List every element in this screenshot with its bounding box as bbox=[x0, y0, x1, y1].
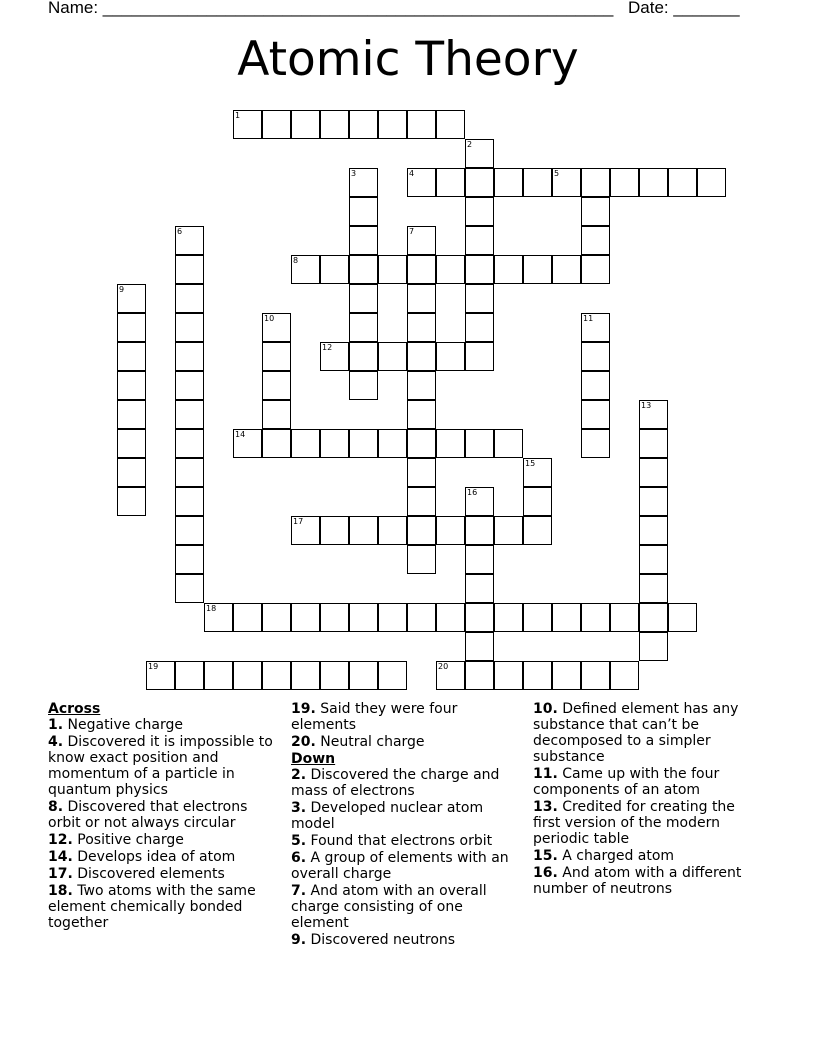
crossword-cell[interactable] bbox=[610, 603, 639, 632]
clues-column-3 bbox=[533, 701, 765, 898]
across-clue-list bbox=[48, 717, 280, 931]
crossword-cell[interactable] bbox=[581, 371, 610, 400]
clue-text: Credited for creating the first version of the modern periodic table bbox=[533, 799, 735, 847]
crossword-cell[interactable] bbox=[291, 255, 320, 284]
crossword-cell[interactable] bbox=[639, 603, 668, 632]
crossword-cell[interactable] bbox=[146, 661, 175, 690]
crossword-cell[interactable] bbox=[175, 661, 204, 690]
crossword-cell[interactable] bbox=[639, 574, 668, 603]
clue-item bbox=[291, 850, 523, 882]
clue-number: 20 bbox=[438, 662, 449, 671]
crossword-cell[interactable] bbox=[175, 371, 204, 400]
down-clue-list-continued bbox=[533, 701, 765, 897]
crossword-cell[interactable] bbox=[581, 661, 610, 690]
clue-number: 11 bbox=[583, 314, 594, 323]
crossword-cell[interactable] bbox=[523, 458, 552, 487]
clue-item bbox=[533, 865, 765, 897]
crossword-cell[interactable] bbox=[175, 487, 204, 516]
crossword-cell[interactable] bbox=[349, 197, 378, 226]
crossword-cell[interactable] bbox=[320, 342, 349, 371]
down-heading: Down bbox=[291, 751, 336, 767]
clue-number-label: 14. bbox=[48, 849, 73, 865]
crossword-cell[interactable] bbox=[436, 110, 465, 139]
crossword-cell[interactable] bbox=[436, 661, 465, 690]
crossword-cell[interactable] bbox=[378, 110, 407, 139]
clue-item bbox=[291, 883, 523, 931]
page-title: Atomic Theory bbox=[237, 32, 579, 87]
crossword-cell[interactable] bbox=[117, 284, 146, 313]
crossword-cell[interactable] bbox=[494, 255, 523, 284]
clue-number: 18 bbox=[206, 604, 217, 613]
crossword-cell[interactable] bbox=[233, 661, 262, 690]
crossword-cell[interactable] bbox=[407, 545, 436, 574]
clue-item bbox=[533, 701, 765, 765]
crossword-cell[interactable] bbox=[320, 429, 349, 458]
crossword-cell[interactable] bbox=[639, 458, 668, 487]
clue-text: Positive charge bbox=[72, 832, 184, 848]
crossword-cell[interactable] bbox=[349, 429, 378, 458]
clue-number: 16 bbox=[467, 488, 478, 497]
clue-text: Develops idea of atom bbox=[72, 849, 236, 865]
crossword-cell[interactable] bbox=[204, 603, 233, 632]
crossword-cell[interactable] bbox=[668, 603, 697, 632]
clue-item bbox=[48, 866, 280, 882]
clues-column-1 bbox=[48, 701, 280, 932]
clue-text: Came up with the four components of an atom bbox=[533, 766, 720, 798]
crossword-cell[interactable] bbox=[639, 632, 668, 661]
crossword-cell[interactable] bbox=[117, 313, 146, 342]
crossword-cell[interactable] bbox=[262, 371, 291, 400]
across-heading: Across bbox=[48, 701, 101, 717]
crossword-cell[interactable] bbox=[697, 168, 726, 197]
crossword-cell[interactable] bbox=[349, 661, 378, 690]
crossword-cell[interactable] bbox=[175, 226, 204, 255]
clue-item bbox=[291, 734, 523, 750]
crossword-cell[interactable] bbox=[407, 168, 436, 197]
date-field[interactable]: Date: _______ bbox=[628, 0, 740, 17]
crossword-cell[interactable] bbox=[349, 168, 378, 197]
crossword-cell[interactable] bbox=[465, 197, 494, 226]
crossword-cell[interactable] bbox=[465, 603, 494, 632]
crossword-cell[interactable] bbox=[465, 661, 494, 690]
crossword-cell[interactable] bbox=[291, 429, 320, 458]
crossword-cell[interactable] bbox=[610, 661, 639, 690]
crossword-cell[interactable] bbox=[465, 313, 494, 342]
clue-text: And atom with a different number of neutrons bbox=[533, 865, 742, 897]
crossword-cell[interactable] bbox=[407, 226, 436, 255]
clue-number: 3 bbox=[351, 169, 357, 178]
crossword-cell[interactable] bbox=[436, 168, 465, 197]
clue-text: Neutral charge bbox=[315, 734, 425, 750]
crossword-cell[interactable] bbox=[523, 516, 552, 545]
clue-number-label: 7. bbox=[291, 883, 307, 899]
clue-number: 12 bbox=[322, 343, 333, 352]
clue-number: 1 bbox=[235, 111, 241, 120]
crossword-cell[interactable] bbox=[581, 197, 610, 226]
crossword-cell[interactable] bbox=[523, 487, 552, 516]
clue-number-label: 6. bbox=[291, 850, 307, 866]
crossword-cell[interactable] bbox=[349, 603, 378, 632]
crossword-cell[interactable] bbox=[494, 661, 523, 690]
clue-number: 15 bbox=[525, 459, 536, 468]
crossword-cell[interactable] bbox=[233, 603, 262, 632]
clue-text: A group of elements with an overall charge bbox=[291, 850, 509, 882]
clue-number-label: 16. bbox=[533, 865, 558, 881]
crossword-cell[interactable] bbox=[581, 603, 610, 632]
clue-number: 4 bbox=[409, 169, 415, 178]
clue-item bbox=[48, 849, 280, 865]
crossword-cell[interactable] bbox=[233, 110, 262, 139]
crossword-cell[interactable] bbox=[175, 458, 204, 487]
crossword-cell[interactable] bbox=[407, 603, 436, 632]
clue-number-label: 4. bbox=[48, 734, 64, 750]
crossword-cell[interactable] bbox=[349, 313, 378, 342]
crossword-cell[interactable] bbox=[523, 603, 552, 632]
clue-number: 5 bbox=[554, 169, 560, 178]
crossword-cell[interactable] bbox=[349, 342, 378, 371]
crossword-cell[interactable] bbox=[407, 284, 436, 313]
crossword-cell[interactable] bbox=[175, 400, 204, 429]
clue-item bbox=[291, 833, 523, 849]
crossword-cell[interactable] bbox=[407, 313, 436, 342]
crossword-cell[interactable] bbox=[494, 429, 523, 458]
clue-text: Discovered it is impossible to know exact position and momentum of a particle in quantum physics bbox=[48, 734, 273, 798]
crossword-cell[interactable] bbox=[465, 226, 494, 255]
crossword-cell[interactable] bbox=[581, 313, 610, 342]
crossword-cell[interactable] bbox=[465, 574, 494, 603]
crossword-cell[interactable] bbox=[175, 545, 204, 574]
crossword-cell[interactable] bbox=[407, 371, 436, 400]
clues-column-2 bbox=[291, 701, 523, 949]
clue-number: 8 bbox=[293, 256, 299, 265]
crossword-cell[interactable] bbox=[117, 342, 146, 371]
crossword-cell[interactable] bbox=[262, 429, 291, 458]
clue-item bbox=[48, 883, 280, 931]
crossword-cell[interactable] bbox=[175, 313, 204, 342]
clue-number-label: 11. bbox=[533, 766, 558, 782]
clue-number: 10 bbox=[264, 314, 275, 323]
crossword-cell[interactable] bbox=[465, 516, 494, 545]
crossword-cell[interactable] bbox=[262, 110, 291, 139]
crossword-cell[interactable] bbox=[204, 661, 233, 690]
clue-number: 14 bbox=[235, 430, 246, 439]
crossword-cell[interactable] bbox=[436, 603, 465, 632]
crossword-cell[interactable] bbox=[407, 110, 436, 139]
clue-number-label: 3. bbox=[291, 800, 307, 816]
clue-number: 2 bbox=[467, 140, 473, 149]
clue-item bbox=[48, 799, 280, 831]
crossword-cell[interactable] bbox=[233, 429, 262, 458]
crossword-cell[interactable] bbox=[494, 168, 523, 197]
crossword-cell[interactable] bbox=[291, 516, 320, 545]
clue-number: 7 bbox=[409, 227, 415, 236]
crossword-cell[interactable] bbox=[349, 110, 378, 139]
clue-number-label: 17. bbox=[48, 866, 73, 882]
crossword-cell[interactable] bbox=[552, 661, 581, 690]
clue-number: 6 bbox=[177, 227, 183, 236]
crossword-cell[interactable] bbox=[407, 342, 436, 371]
crossword-cell[interactable] bbox=[552, 603, 581, 632]
crossword-cell[interactable] bbox=[378, 255, 407, 284]
clue-item bbox=[48, 734, 280, 798]
crossword-cell[interactable] bbox=[436, 342, 465, 371]
crossword-cell[interactable] bbox=[378, 603, 407, 632]
crossword-cell[interactable] bbox=[436, 429, 465, 458]
clue-item bbox=[48, 832, 280, 848]
crossword-cell[interactable] bbox=[639, 545, 668, 574]
clue-number-label: 18. bbox=[48, 883, 73, 899]
crossword-cell[interactable] bbox=[465, 255, 494, 284]
crossword-cell[interactable] bbox=[668, 168, 697, 197]
clue-number-label: 5. bbox=[291, 833, 307, 849]
crossword-cell[interactable] bbox=[349, 255, 378, 284]
crossword-cell[interactable] bbox=[262, 400, 291, 429]
crossword-cell[interactable] bbox=[581, 342, 610, 371]
clue-text: Found that electrons orbit bbox=[306, 833, 493, 849]
crossword-cell[interactable] bbox=[378, 661, 407, 690]
crossword-cell[interactable] bbox=[494, 516, 523, 545]
crossword-cell[interactable] bbox=[581, 429, 610, 458]
crossword-cell[interactable] bbox=[465, 545, 494, 574]
clue-text: Negative charge bbox=[63, 717, 183, 733]
clue-number: 9 bbox=[119, 285, 125, 294]
crossword-cell[interactable] bbox=[117, 429, 146, 458]
clue-text: Defined element has any substance that can’t be decomposed to a simpler substance bbox=[533, 701, 739, 765]
crossword-cell[interactable] bbox=[349, 371, 378, 400]
crossword-cell[interactable] bbox=[523, 255, 552, 284]
clue-item bbox=[291, 932, 523, 948]
crossword-cell[interactable] bbox=[407, 255, 436, 284]
clue-text: Discovered elements bbox=[72, 866, 225, 882]
clue-item bbox=[48, 717, 280, 733]
crossword-cell[interactable] bbox=[581, 255, 610, 284]
clue-number-label: 10. bbox=[533, 701, 558, 717]
across-clue-list-continued bbox=[291, 701, 523, 750]
crossword-cell[interactable] bbox=[349, 226, 378, 255]
clue-text: Developed nuclear atom model bbox=[291, 800, 484, 832]
crossword-cell[interactable] bbox=[465, 429, 494, 458]
crossword-cell[interactable] bbox=[407, 516, 436, 545]
crossword-cell[interactable] bbox=[465, 487, 494, 516]
clue-number-label: 20. bbox=[291, 734, 316, 750]
crossword-cell[interactable] bbox=[175, 516, 204, 545]
clue-text: Discovered neutrons bbox=[306, 932, 456, 948]
crossword-cell[interactable] bbox=[320, 110, 349, 139]
crossword-cell[interactable] bbox=[639, 168, 668, 197]
clue-item bbox=[291, 767, 523, 799]
crossword-cell[interactable] bbox=[117, 487, 146, 516]
crossword-cell[interactable] bbox=[465, 632, 494, 661]
crossword-cell[interactable] bbox=[407, 458, 436, 487]
crossword-cell[interactable] bbox=[117, 371, 146, 400]
crossword-cell[interactable] bbox=[436, 255, 465, 284]
clue-text: And atom with an overall charge consisting of one element bbox=[291, 883, 487, 931]
down-clue-list bbox=[291, 767, 523, 948]
crossword-cell[interactable] bbox=[436, 516, 465, 545]
crossword-cell[interactable] bbox=[523, 168, 552, 197]
crossword-cell[interactable] bbox=[349, 284, 378, 313]
crossword-cell[interactable] bbox=[175, 255, 204, 284]
clue-text: Discovered that electrons orbit or not always circular bbox=[48, 799, 248, 831]
clue-number: 17 bbox=[293, 517, 304, 526]
clue-number: 13 bbox=[641, 401, 652, 410]
crossword-cell[interactable] bbox=[291, 661, 320, 690]
crossword-cell[interactable] bbox=[523, 661, 552, 690]
clue-number: 19 bbox=[148, 662, 159, 671]
crossword-cell[interactable] bbox=[320, 255, 349, 284]
crossword-cell[interactable] bbox=[407, 429, 436, 458]
crossword-cell[interactable] bbox=[262, 342, 291, 371]
crossword-cell[interactable] bbox=[407, 400, 436, 429]
clue-item bbox=[533, 799, 765, 847]
crossword-cell[interactable] bbox=[378, 429, 407, 458]
crossword-cell[interactable] bbox=[407, 487, 436, 516]
crossword-cell[interactable] bbox=[349, 516, 378, 545]
crossword-cell[interactable] bbox=[175, 342, 204, 371]
crossword-cell[interactable] bbox=[262, 313, 291, 342]
name-field[interactable]: Name: ______________________________________________________ bbox=[48, 0, 614, 17]
crossword-cell[interactable] bbox=[639, 516, 668, 545]
clue-text: Said they were four elements bbox=[291, 701, 458, 733]
crossword-cell[interactable] bbox=[552, 168, 581, 197]
clue-text: A charged atom bbox=[557, 848, 675, 864]
crossword-cell[interactable] bbox=[320, 516, 349, 545]
crossword-cell[interactable] bbox=[639, 400, 668, 429]
clue-item bbox=[291, 800, 523, 832]
crossword-cell[interactable] bbox=[378, 516, 407, 545]
crossword-cell[interactable] bbox=[552, 255, 581, 284]
clue-number-label: 1. bbox=[48, 717, 64, 733]
crossword-cell[interactable] bbox=[610, 168, 639, 197]
crossword-cell[interactable] bbox=[465, 342, 494, 371]
crossword-cell[interactable] bbox=[175, 284, 204, 313]
clue-number-label: 12. bbox=[48, 832, 73, 848]
clue-number-label: 8. bbox=[48, 799, 64, 815]
crossword-cell[interactable] bbox=[639, 429, 668, 458]
crossword-cell[interactable] bbox=[291, 110, 320, 139]
crossword-cell[interactable] bbox=[581, 168, 610, 197]
crossword-cell[interactable] bbox=[291, 603, 320, 632]
clue-item bbox=[291, 701, 523, 733]
crossword-cell[interactable] bbox=[581, 226, 610, 255]
crossword-cell[interactable] bbox=[465, 168, 494, 197]
crossword-cell[interactable] bbox=[175, 429, 204, 458]
crossword-cell[interactable] bbox=[117, 458, 146, 487]
clue-number-label: 13. bbox=[533, 799, 558, 815]
clue-text: Two atoms with the same element chemically bonded together bbox=[48, 883, 256, 931]
clue-number-label: 19. bbox=[291, 701, 316, 717]
clue-number-label: 9. bbox=[291, 932, 307, 948]
crossword-cell[interactable] bbox=[378, 342, 407, 371]
crossword-cell[interactable] bbox=[320, 661, 349, 690]
crossword-cell[interactable] bbox=[262, 603, 291, 632]
clue-number-label: 2. bbox=[291, 767, 307, 783]
crossword-cell[interactable] bbox=[581, 400, 610, 429]
crossword-cell[interactable] bbox=[175, 574, 204, 603]
clue-text: Discovered the charge and mass of electrons bbox=[291, 767, 500, 799]
clue-item bbox=[533, 848, 765, 864]
crossword-cell[interactable] bbox=[494, 603, 523, 632]
crossword-cell[interactable] bbox=[465, 284, 494, 313]
clue-number-label: 15. bbox=[533, 848, 558, 864]
crossword-cell[interactable] bbox=[639, 487, 668, 516]
crossword-cell[interactable] bbox=[262, 661, 291, 690]
clue-item bbox=[533, 766, 765, 798]
crossword-cell[interactable] bbox=[320, 603, 349, 632]
crossword-cell[interactable] bbox=[465, 139, 494, 168]
crossword-cell[interactable] bbox=[117, 400, 146, 429]
